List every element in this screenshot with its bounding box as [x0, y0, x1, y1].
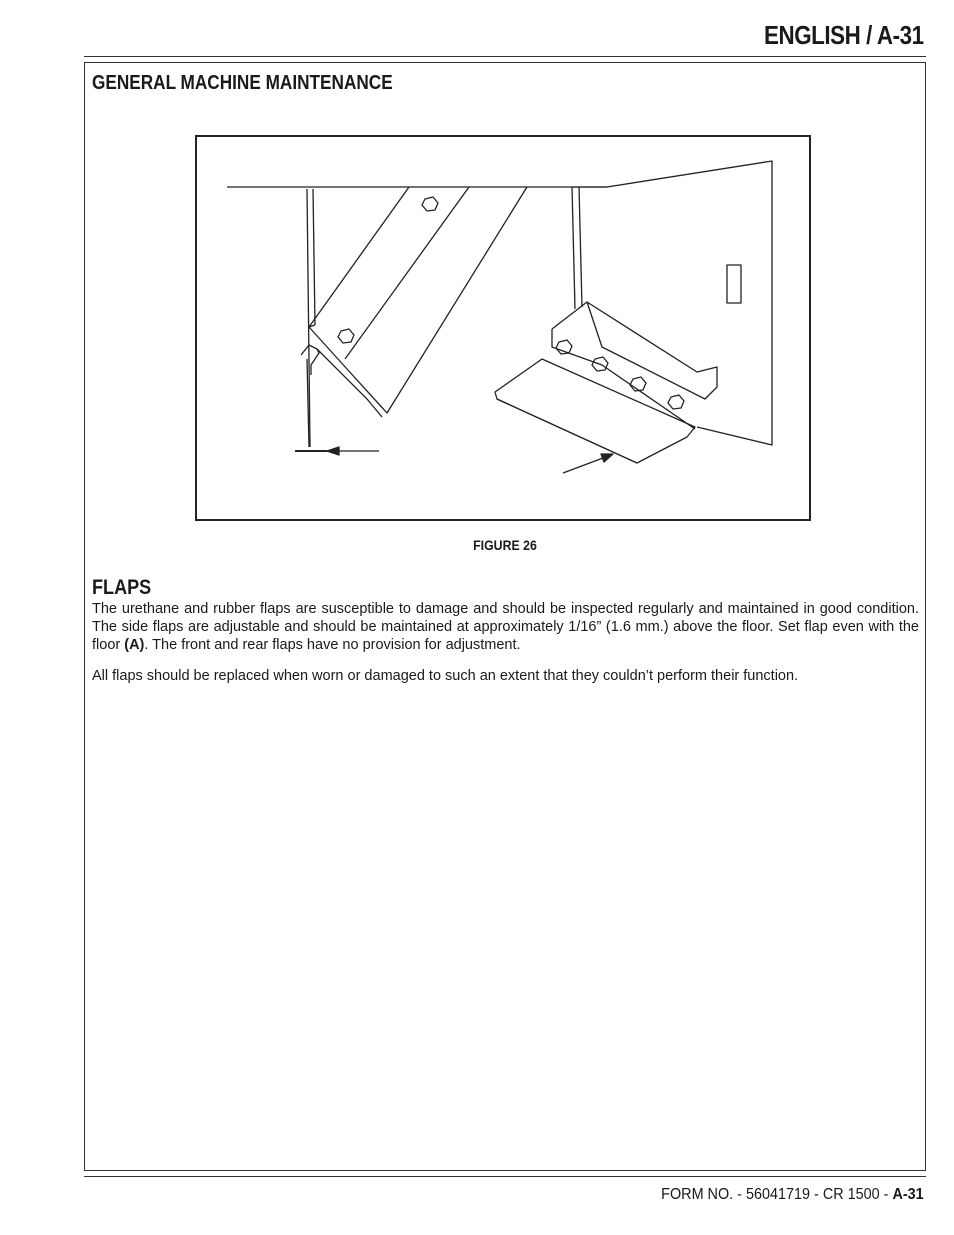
header-divider	[84, 56, 926, 57]
flaps-heading: FLAPS	[92, 576, 152, 599]
figure-26-illustration	[195, 135, 811, 521]
side-flap-edge	[317, 349, 382, 417]
section-title: GENERAL MACHINE MAINTENANCE	[92, 72, 393, 94]
page-header-title: ENGLISH / A-31	[764, 20, 924, 50]
flap-diagram	[197, 137, 809, 519]
bracket-bolt-2	[338, 329, 354, 343]
bracket-crease	[345, 187, 469, 359]
side-panel-outline	[572, 161, 772, 445]
panel-slot	[727, 265, 741, 303]
lower-flap	[495, 359, 695, 463]
panel-inner-edge-2	[572, 187, 575, 309]
content-frame	[84, 62, 926, 1171]
flap-bolt-4	[668, 395, 684, 409]
flap-hinge-plate	[587, 302, 717, 399]
flaps-p1-tail: . The front and rear flaps have no provision for adjustment.	[144, 637, 521, 653]
flaps-p1-text: The urethane and rubber flaps are susceptible to damage and should be inspected regularly and maintained in good condition. The side flaps are adjustable and should be maintained at approximately 1/16” (1.6 mm.) above the floor. Set flap even with the floor	[92, 601, 919, 653]
panel-inner-edge	[579, 187, 582, 307]
page-footer	[661, 1186, 924, 1204]
angled-bracket	[309, 187, 527, 413]
lower-flap-edge	[497, 399, 637, 463]
footer-form-text: FORM NO. - 56041719 - CR 1500 -	[661, 1186, 893, 1203]
figure-caption: FIGURE 26	[473, 537, 537, 553]
flap-arrow-head	[601, 454, 613, 462]
footer-page-number: A-31	[892, 1186, 924, 1203]
side-flap-clip	[301, 345, 319, 375]
arrow-a-head	[327, 447, 339, 455]
flap-hinge-side	[552, 329, 695, 429]
wall-inner-edge	[313, 189, 315, 325]
flaps-paragraph-1	[92, 600, 919, 654]
footer-divider	[84, 1176, 926, 1177]
flaps-p1-bold: (A)	[124, 637, 145, 653]
bracket-bolt-1	[422, 197, 438, 211]
flap-hinge-top	[552, 302, 587, 329]
flap-bolt-3	[630, 377, 646, 391]
flaps-paragraph-2: All flaps should be replaced when worn or damaged to such an extent that they couldn’t perform their function.	[92, 668, 799, 684]
